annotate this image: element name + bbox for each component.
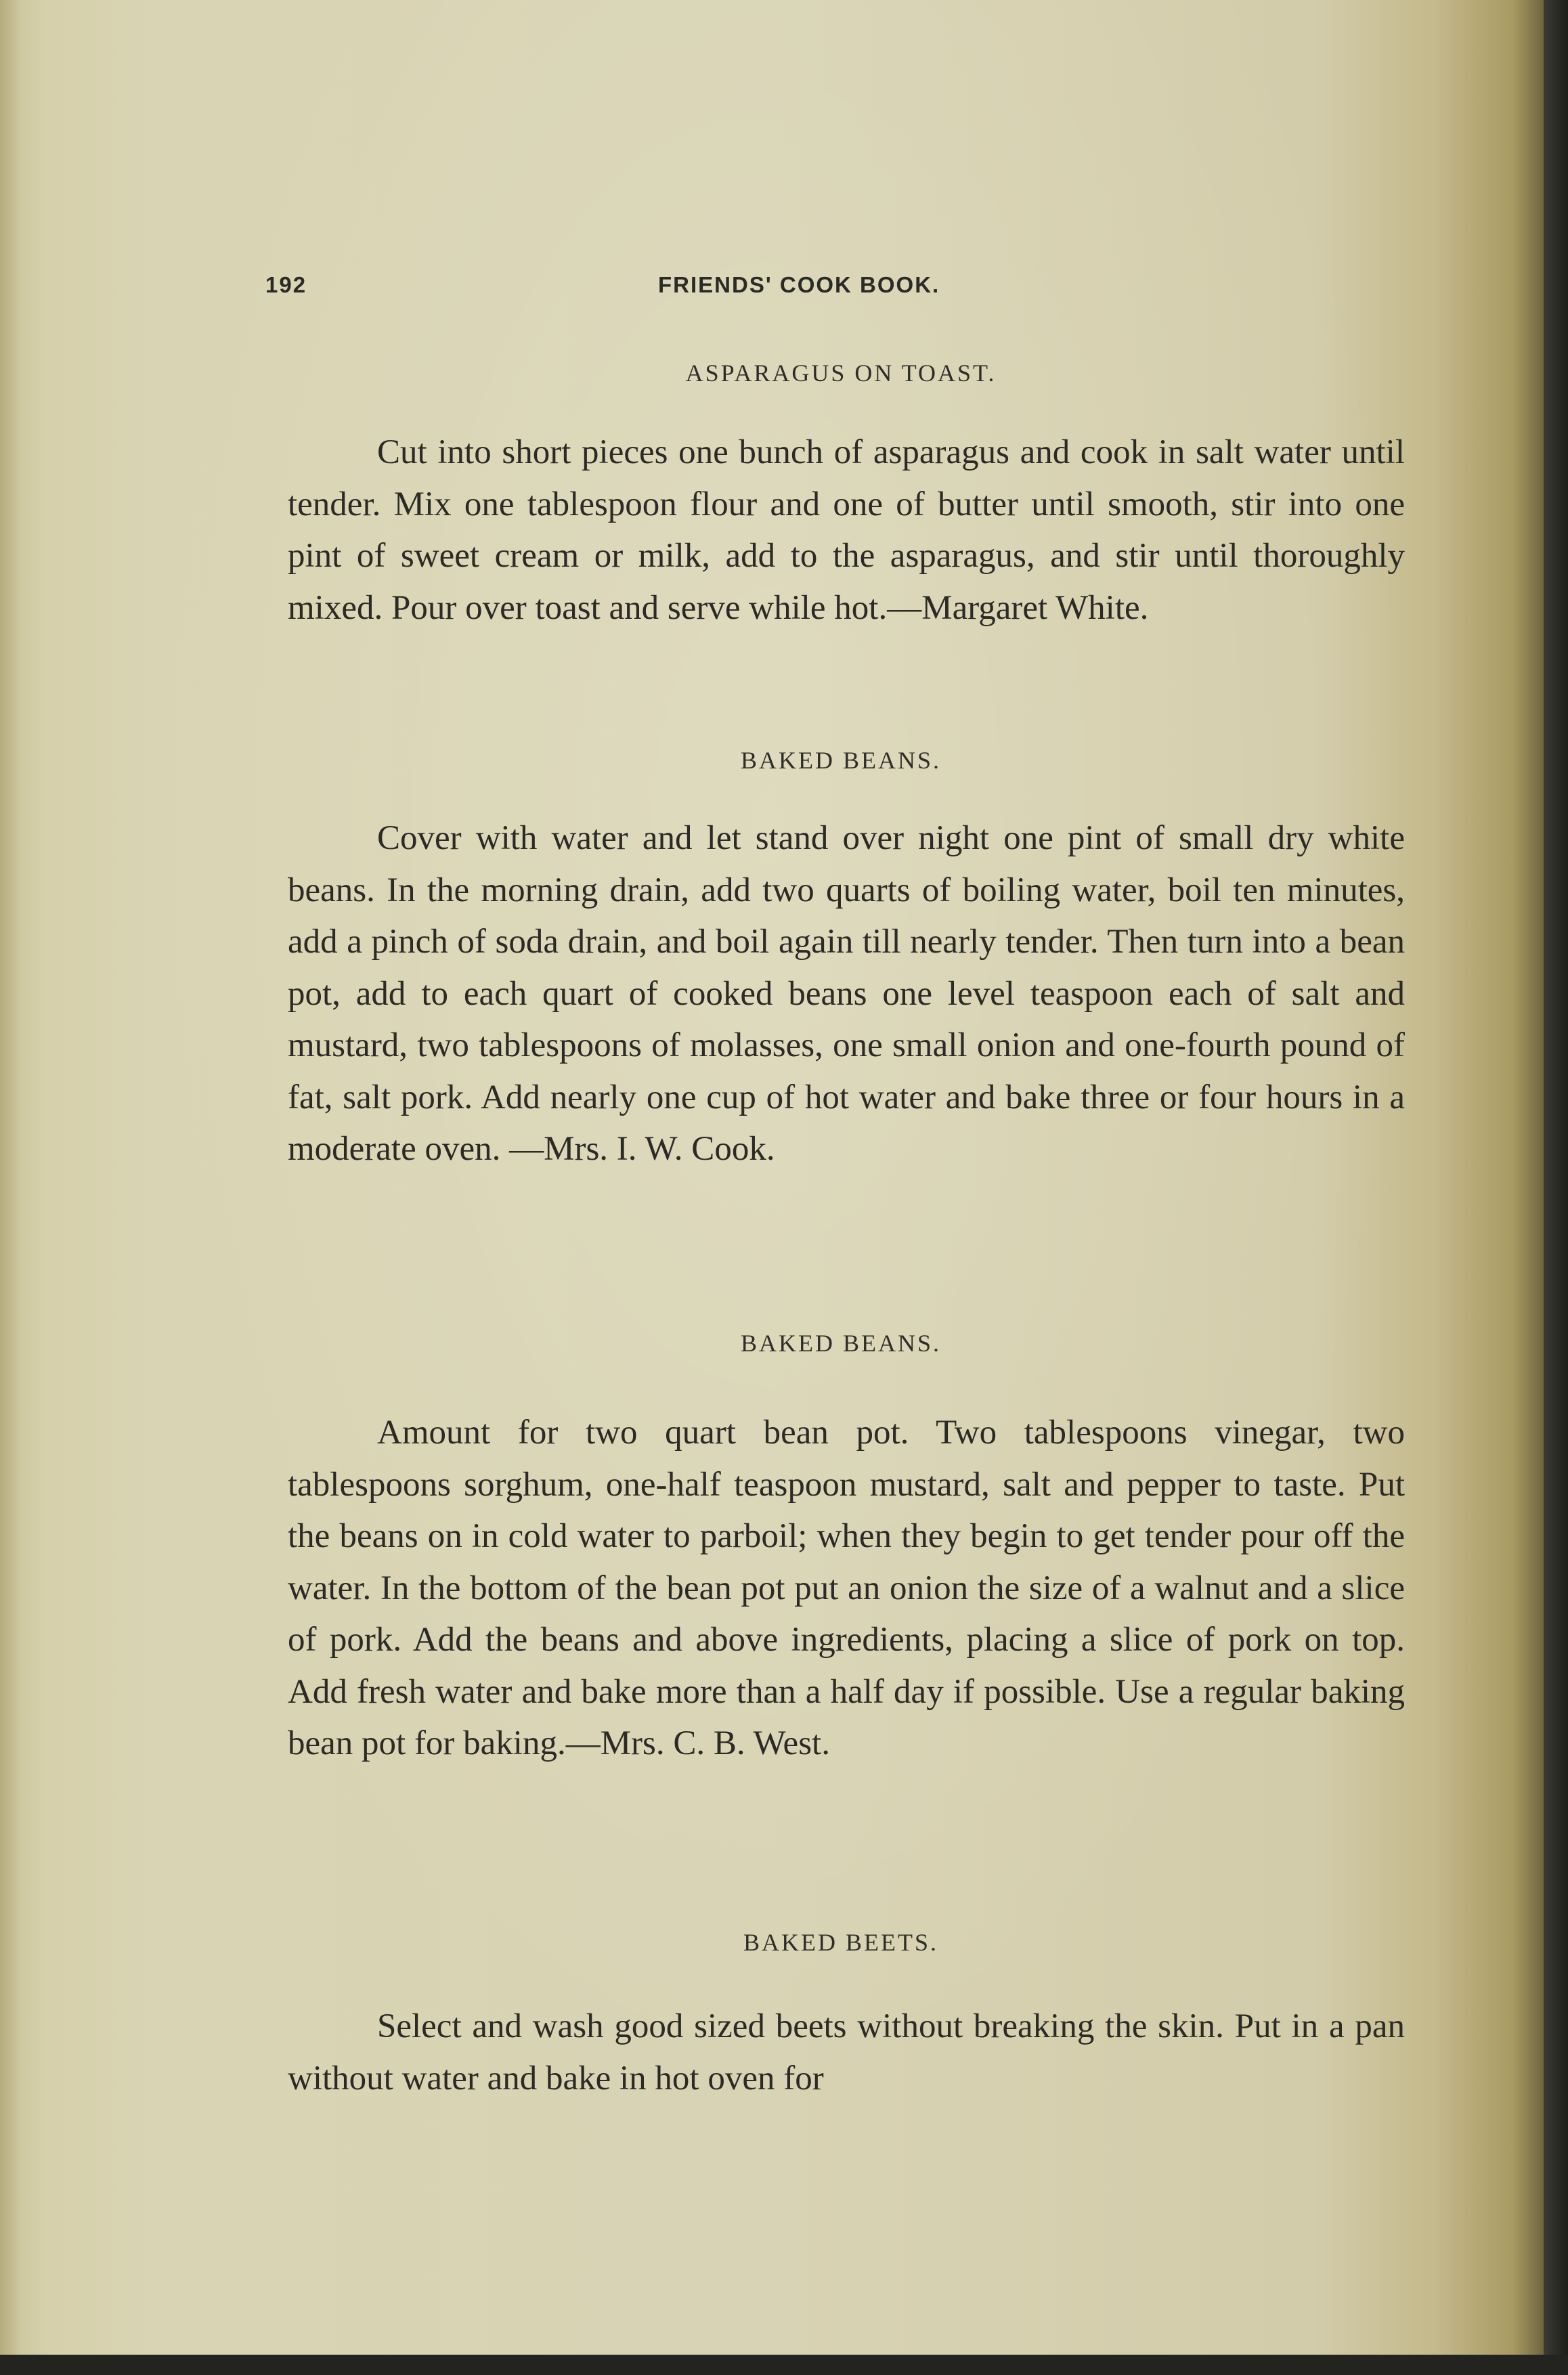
recipe-title-asparagus-on-toast: ASPARAGUS ON TOAST. [685, 359, 997, 387]
running-title: FRIENDS' COOK BOOK. [658, 272, 940, 297]
recipe-title-baked-beets: BAKED BEETS. [743, 1929, 938, 1956]
page-number: 192 [265, 272, 307, 297]
recipe-body-baked-beans-1: Cover with water and let stand over night one pint of small dry white beans. In the morning drain, add two quarts of boiling water, boil ten minutes, add a pinch of soda drain, and boil again till nearly tender. Then turn into a bean pot, add to each quart of cooked beans one level teaspoon each of salt and mustard, two tablespoons of molasses, one small onion and one-fourth pound of fat, salt pork. Add nearly one cup of hot water and bake three or four hours in a moderate oven. —Mrs. I. W. Cook. [288, 819, 1405, 1168]
recipe-title-baked-beans-2: BAKED BEANS. [740, 1330, 941, 1357]
recipe-body-asparagus-on-toast: Cut into short pieces one bunch of asparagus and cook in salt water until tender. Mix one tablespoon flour and one of butter until smooth, stir into one pint of sweet cream or milk, add to the asparagus, and stir until thoroughly mixed. Pour over toast and serve while hot.—Margaret White. [288, 433, 1405, 627]
book-binding-edge [1544, 0, 1568, 2375]
page-header [265, 272, 1416, 313]
book-bottom-edge [0, 2355, 1568, 2375]
page-left-shadow [0, 0, 20, 2355]
recipe-title-baked-beans-1: BAKED BEANS. [740, 747, 941, 774]
recipe-body-baked-beets: Select and wash good sized beets without breaking the skin. Put in a pan without water and bake in hot oven for [288, 2007, 1405, 2097]
recipe-body-baked-beans-2: Amount for two quart bean pot. Two tablespoons vinegar, two tablespoons sorghum, one-half teaspoon mustard, salt and pepper to taste. Put the beans on in cold water to parboil; when they begin to get tender pour off the water. In the bottom of the bean pot put an onion the size of a walnut and a slice of pork. Add the beans and above ingredients, placing a slice of pork on top. Add fresh water and bake more than a half day if possible. Use a regular baking bean pot for baking.—Mrs. C. B. West. [288, 1414, 1405, 1762]
